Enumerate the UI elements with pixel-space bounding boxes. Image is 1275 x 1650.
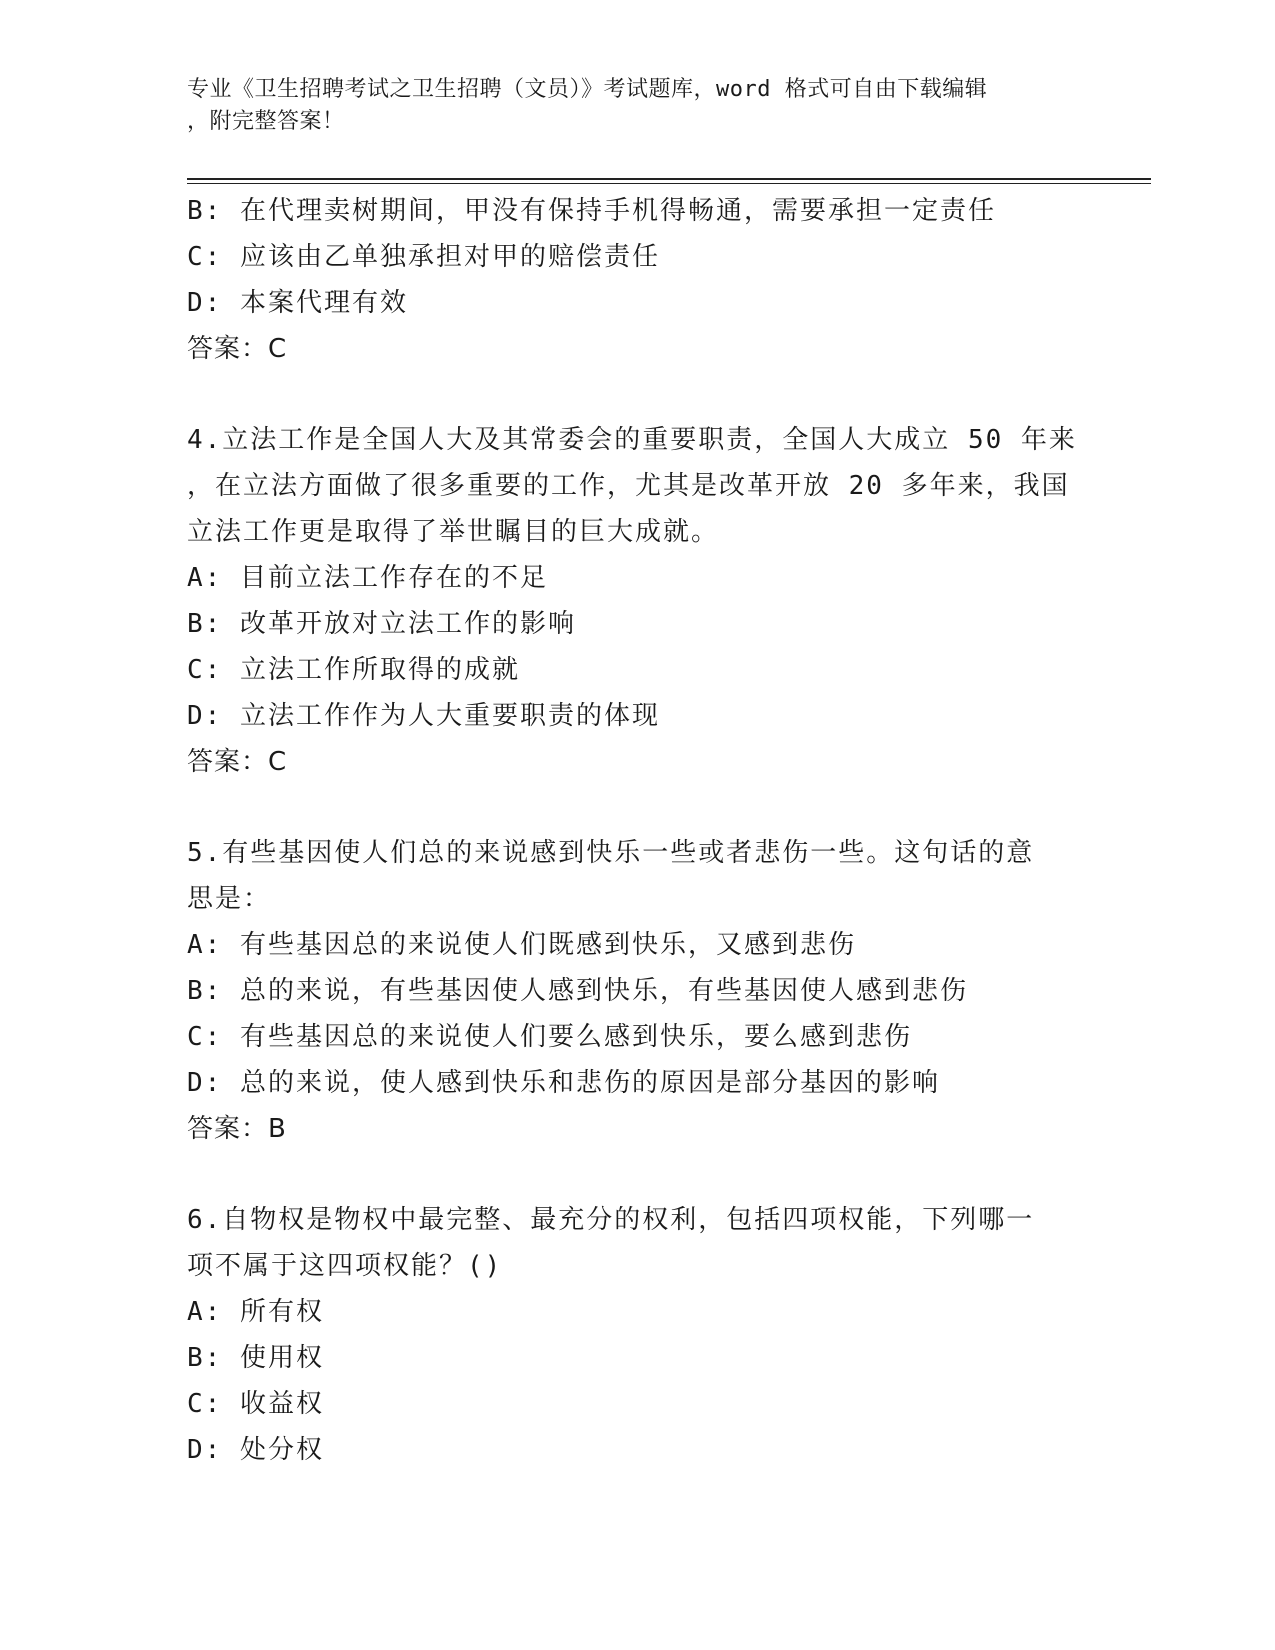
question-stem-line: 立法工作更是取得了举世瞩目的巨大成就。 xyxy=(187,517,720,547)
answer-line: 答案：C xyxy=(187,334,288,364)
question-stem-line: 6.自物权是物权中最完整、最充分的权利，包括四项权能，下列哪一 xyxy=(187,1205,1035,1235)
question-6 xyxy=(187,1197,1087,1473)
option-a: A: 所有权 xyxy=(187,1297,324,1327)
question-spacer xyxy=(187,1152,1087,1197)
option-c: C: 收益权 xyxy=(187,1389,324,1419)
question-stem-line: 项不属于这四项权能？() xyxy=(187,1251,503,1281)
question-4 xyxy=(187,417,1087,785)
option-a: A: 目前立法工作存在的不足 xyxy=(187,563,548,593)
option-c: C: 有些基因总的来说使人们要么感到快乐，要么感到悲伤 xyxy=(187,1022,912,1052)
question-stem-line: ，在立法方面做了很多重要的工作，尤其是改革开放 20 多年来，我国 xyxy=(187,471,1070,501)
option-b: B: 在代理卖树期间，甲没有保持手机得畅通，需要承担一定责任 xyxy=(187,196,996,226)
header-title-line-2: ，附完整答案！ xyxy=(187,109,345,134)
question-stem-line: 4.立法工作是全国人大及其常委会的重要职责，全国人大成立 50 年来 xyxy=(187,425,1077,455)
option-d: D: 本案代理有效 xyxy=(187,288,408,318)
option-b: B: 使用权 xyxy=(187,1343,324,1373)
question-stem-line: 5.有些基因使人们总的来说感到快乐一些或者悲伤一些。这句话的意 xyxy=(187,838,1035,868)
option-d: D: 处分权 xyxy=(187,1435,324,1465)
option-c: C: 立法工作所取得的成就 xyxy=(187,655,520,685)
page-header xyxy=(187,74,1087,138)
option-d: D: 总的来说，使人感到快乐和悲伤的原因是部分基因的影响 xyxy=(187,1068,940,1098)
question-list xyxy=(187,188,1087,1473)
header-divider-thin xyxy=(187,183,1151,184)
question-stem-line: 思是： xyxy=(187,884,272,914)
question-spacer xyxy=(187,372,1087,417)
header-divider-thick xyxy=(187,178,1151,180)
option-a: A: 有些基因总的来说使人们既感到快乐，又感到悲伤 xyxy=(187,930,856,960)
option-b: B: 改革开放对立法工作的影响 xyxy=(187,609,576,639)
question-spacer xyxy=(187,785,1087,830)
option-d: D: 立法工作作为人大重要职责的体现 xyxy=(187,701,660,731)
option-c: C: 应该由乙单独承担对甲的赔偿责任 xyxy=(187,242,660,272)
question-5 xyxy=(187,830,1087,1152)
answer-line: 答案：B xyxy=(187,1114,287,1144)
option-b: B: 总的来说，有些基因使人感到快乐，有些基因使人感到悲伤 xyxy=(187,976,968,1006)
header-title-line-1: 专业《卫生招聘考试之卫生招聘（文员）》考试题库，word 格式可自由下载编辑 xyxy=(187,77,988,102)
question-3 xyxy=(187,188,1087,372)
answer-line: 答案：C xyxy=(187,747,288,777)
